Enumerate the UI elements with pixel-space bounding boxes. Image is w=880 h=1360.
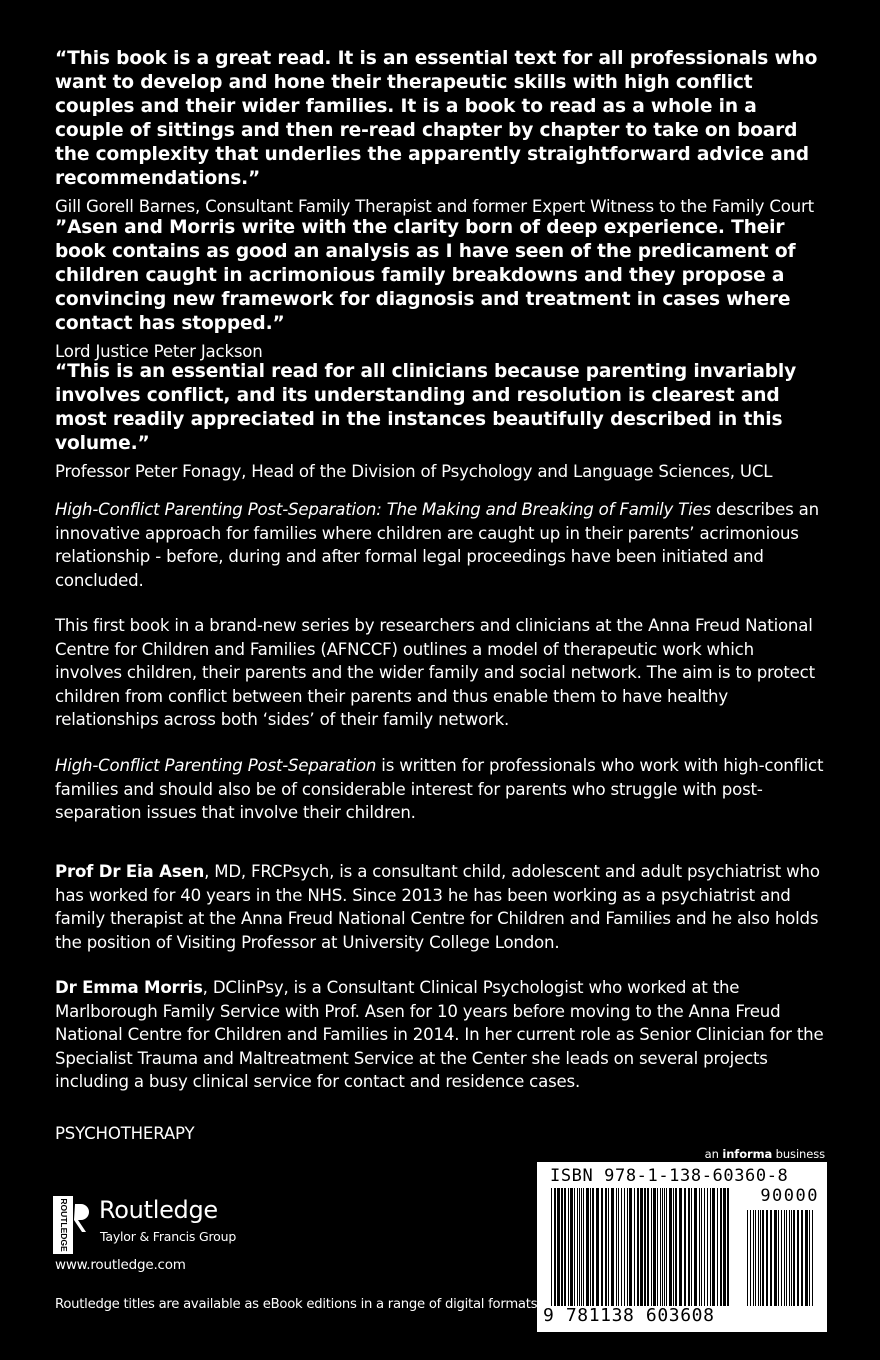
barcode-bar <box>750 1210 751 1306</box>
barcode-bar <box>723 1188 726 1306</box>
barcode-bar <box>660 1188 661 1306</box>
author-bio-asen <box>55 860 825 954</box>
barcode-bar <box>662 1188 663 1306</box>
barcode-bar <box>651 1188 652 1306</box>
isbn-text: ISBN 978-1-138-60360-8 <box>550 1166 789 1186</box>
barcode-bar <box>647 1188 649 1306</box>
quote-attribution: Lord Justice Peter Jackson <box>55 342 263 361</box>
author-bio-text: , DClinPsy, is a Consultant Clinical Psychologist who worked at the Marlborough Family Service with Prof. Asen for 10 years before moving to the Anna Freud National Centre for Children and Families in 2014. In her current role as Senior Clinician for the Specialist Trauma and Maltreatment Service at the Center she leads on several projects including a busy clinical service for contact and residence cases. <box>55 978 824 1091</box>
barcode-bar <box>564 1188 566 1306</box>
description-paragraph-1 <box>55 498 825 592</box>
barcode-bar <box>657 1188 658 1306</box>
description-text: is written for professionals who work with high-conflict families and should also be of considerable interest for parents who struggle with post-separation issues that involve their children. <box>55 756 824 822</box>
barcode-bar <box>684 1188 686 1306</box>
author-name: Dr Emma Morris <box>55 978 203 997</box>
book-title: High-Conflict Parenting Post-Separation <box>55 756 377 775</box>
barcode-bar <box>747 1210 748 1306</box>
author-bio-text: , MD, FRCPsych, is a consultant child, adolescent and adult psychiatrist who has worked for 40 years in the NHS. Since 2013 he has been working as a psychiatrist and family therapist at the Anna Freud National Centre for Children and Families and he also holds the position of Visiting Professor at University College London. <box>55 862 820 952</box>
barcode-bars <box>551 1188 731 1306</box>
description-text: This first book in a brand-new series by researchers and clinicians at the Anna Freud National Centre for Children and Families (AFNCCF) outlines a model of therapeutic work which involves children, their parents and the wider family and social network. The aim is to protect children from conflict between their parents and thus enable them to have healthy relationships across both ‘sides’ of their family network. <box>55 616 815 729</box>
barcode-bar <box>592 1188 594 1306</box>
barcode-bar <box>570 1188 573 1306</box>
description-paragraph-2 <box>55 614 825 732</box>
barcode-bar <box>766 1210 768 1306</box>
publisher-url: www.routledge.com <box>55 1257 186 1273</box>
barcode-bar <box>586 1188 589 1306</box>
barcode-bar <box>627 1188 628 1306</box>
barcode-bar <box>596 1188 599 1306</box>
barcode-bar <box>624 1188 625 1306</box>
barcode-bar <box>701 1188 702 1306</box>
barcode-bar <box>675 1188 677 1306</box>
barcode-bar <box>574 1188 575 1306</box>
quote-2 <box>55 216 825 364</box>
barcode-bar <box>577 1188 578 1306</box>
book-title: High-Conflict Parenting Post-Separation: The Making and Breaking of Family Ties <box>55 500 711 519</box>
barcode-bar <box>797 1210 799 1306</box>
barcode <box>537 1162 827 1332</box>
barcode-bar <box>778 1210 779 1306</box>
informa-prefix: an <box>704 1147 723 1161</box>
barcode-bar <box>691 1188 692 1306</box>
quote-attribution: Professor Peter Fonagy, Head of the Division of Psychology and Language Sciences, UCL <box>55 462 773 481</box>
barcode-bar <box>786 1210 787 1306</box>
barcode-bar <box>755 1210 756 1306</box>
barcode-bar <box>793 1210 795 1306</box>
barcode-bar <box>583 1188 584 1306</box>
barcode-bar <box>581 1188 582 1306</box>
logo-vertical-text: ROUTLEDGE <box>58 1198 69 1252</box>
barcode-bar <box>557 1188 560 1306</box>
barcode-bar <box>770 1210 772 1306</box>
barcode-bar <box>784 1210 785 1306</box>
quote-text: “This book is a great read. It is an essential text for all professionals who want to develop and hone their therapeutic skills with high conflict couples and their wider families. It is a book to read as a whole in a couple of sittings and then re-read chapter by chapter to take on board the complexity that underlies the apparently straightforward advice and recommendations.” <box>55 48 818 189</box>
barcode-bar <box>621 1188 622 1306</box>
barcode-bar <box>554 1188 556 1306</box>
barcode-bar <box>760 1210 761 1306</box>
barcode-bar <box>616 1188 617 1306</box>
barcode-bar <box>669 1188 672 1306</box>
barcode-bar <box>717 1188 718 1306</box>
isbn-digits: 9 781138 603608 <box>543 1305 715 1326</box>
barcode-bar <box>653 1188 656 1306</box>
price-code: 90000 <box>760 1186 819 1206</box>
barcode-bar <box>568 1188 569 1306</box>
quote-text: “This is an essential read for all clinicians because parenting invariably involves conflict, and its understanding and resolution is clearest and most readily appreciated in the instances beautifully described in this volume.” <box>55 361 797 454</box>
barcode-bar <box>561 1188 563 1306</box>
barcode-bar <box>605 1188 607 1306</box>
author-name: Prof Dr Eia Asen <box>55 862 205 881</box>
barcode-bar <box>629 1188 632 1306</box>
price-barcode-bars <box>747 1210 817 1306</box>
quote-text: ”Asen and Morris write with the clarity born of deep experience. Their book contains as good an analysis as I have seen of the predicament of children caught in acrimonious family breakdowns and they propose a convincing new framework for diagnosis and treatment in cases where contact has stopped.” <box>55 217 796 334</box>
barcode-bar <box>805 1210 808 1306</box>
barcode-bar <box>720 1188 722 1306</box>
quote-3 <box>55 360 825 484</box>
barcode-bar <box>664 1188 665 1306</box>
quote-attribution: Gill Gorell Barnes, Consultant Family Therapist and former Expert Witness to the Family Court <box>55 197 814 216</box>
barcode-bar <box>634 1188 635 1306</box>
barcode-bar <box>710 1188 711 1306</box>
informa-suffix: business <box>772 1147 825 1161</box>
barcode-bar <box>712 1188 715 1306</box>
description-paragraph-3 <box>55 754 825 825</box>
ebook-note: Routledge titles are available as eBook editions in a range of digital formats <box>55 1297 538 1312</box>
barcode-bar <box>618 1188 619 1306</box>
barcode-bar <box>707 1188 708 1306</box>
barcode-bar <box>608 1188 609 1306</box>
barcode-bar <box>801 1210 803 1306</box>
barcode-bar <box>688 1188 690 1306</box>
informa-tagline <box>705 1147 825 1161</box>
author-bio-morris <box>55 976 825 1094</box>
quote-1 <box>55 47 825 219</box>
barcode-bar <box>679 1188 682 1306</box>
barcode-bar <box>644 1188 646 1306</box>
barcode-bar <box>637 1188 639 1306</box>
barcode-bar <box>666 1188 667 1306</box>
barcode-bar <box>812 1210 813 1306</box>
routledge-logo-icon <box>53 1196 89 1254</box>
barcode-bar <box>781 1210 782 1306</box>
barcode-bar <box>611 1188 614 1306</box>
barcode-bar <box>704 1188 705 1306</box>
subject-category: PSYCHOTHERAPY <box>55 1124 195 1143</box>
barcode-bar <box>673 1188 674 1306</box>
barcode-bar <box>579 1188 580 1306</box>
barcode-bar <box>694 1188 697 1306</box>
barcode-bar <box>640 1188 643 1306</box>
barcode-bar <box>727 1188 729 1306</box>
barcode-bar <box>791 1210 792 1306</box>
barcode-bar <box>699 1188 700 1306</box>
description-text: describes an innovative approach for families where children are caught up in their parents’ acrimonious relationship - before, during and after formal legal proceedings have been initiated and concluded. <box>55 500 819 590</box>
barcode-bar <box>762 1210 764 1306</box>
informa-brand: informa <box>722 1147 773 1161</box>
barcode-bar <box>601 1188 603 1306</box>
barcode-bar <box>809 1210 810 1306</box>
barcode-bar <box>590 1188 591 1306</box>
barcode-bar <box>551 1188 552 1306</box>
barcode-bar <box>774 1210 777 1306</box>
barcode-bar <box>753 1210 754 1306</box>
barcode-bar <box>789 1210 790 1306</box>
publisher-group: Taylor & Francis Group <box>100 1229 237 1244</box>
barcode-bar <box>758 1210 759 1306</box>
publisher-name: Routledge <box>99 1196 218 1224</box>
publisher-logo <box>53 1196 253 1256</box>
